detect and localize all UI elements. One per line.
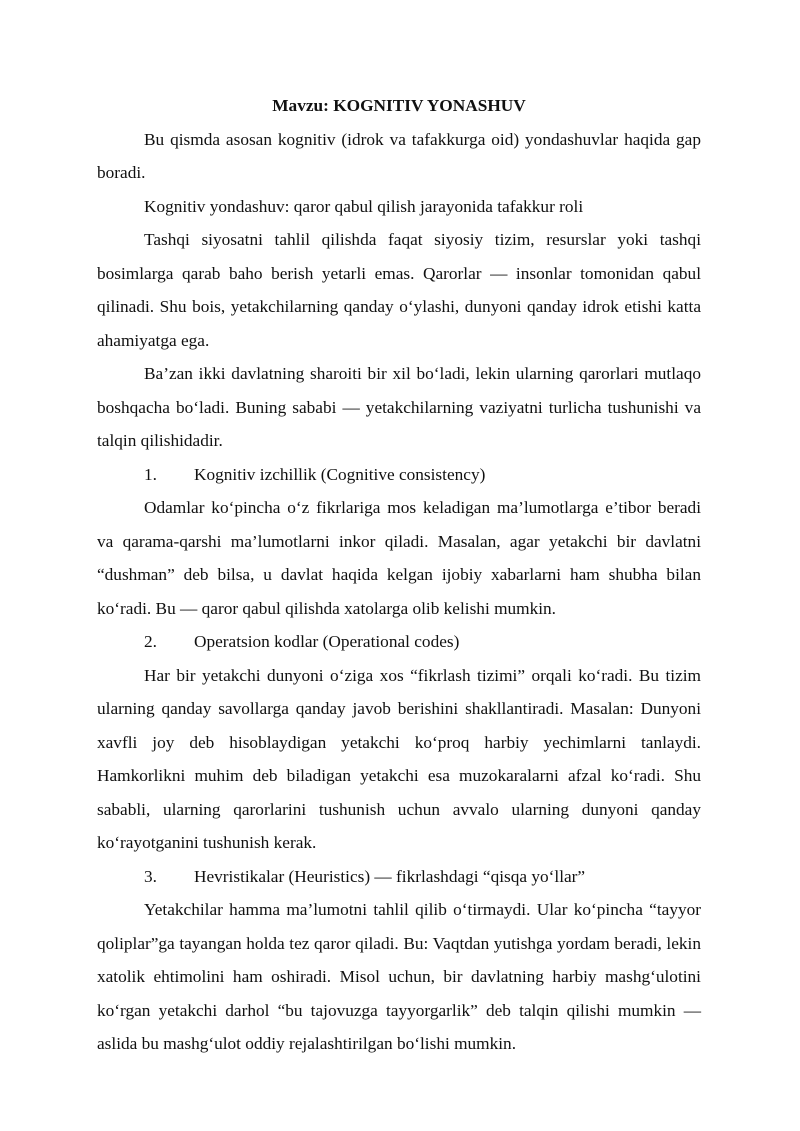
paragraph-1: Tashqi siyosatni tahlil qilishda faqat siyosiy tizim, resurslar yoki tashqi bosimlarga qarab baho berish yetarli emas. Qarorlar — insonlar tomonidan qabul qilinadi. Shu bois, yetakchilarning qanday oʻylashi, dunyoni qanday idrok etishi katta ahamiyatga ega.	[97, 230, 701, 350]
subtitle-paragraph: Kognitiv yondashuv: qaror qabul qilish jarayonida tafakkur roli	[144, 196, 584, 216]
list-item-2-number: 2.	[144, 632, 157, 651]
intro-paragraph: Bu qismda asosan kognitiv (idrok va tafakkurga oid) yondashuvlar haqida gap boradi.	[97, 129, 701, 182]
list-item-1-number: 1.	[144, 464, 157, 484]
list-item-1	[97, 458, 701, 492]
paragraph-4: Har bir yetakchi dunyoni oʻziga xos “fikrlash tizimi” orqali koʻradi. Bu tizim ularning qanday savollarga qanday javob berishini shakllantiradi. Masalan: Dunyoni xavfli joy deb hisoblaydigan yetakchi koʻproq harbiy yechimlarni tanlaydi. Hamkorlikni muhim deb biladigan yetakchi esa muzokaralarni afzal koʻradi. Shu sababli, ularning qarorlarini tushunish uchun avvalo ularning dunyoni qanday koʻrayotganini tushunish kerak.	[97, 665, 701, 852]
paragraph-3: Odamlar koʻpincha oʻz fikrlariga mos keladigan ma’lumotlarga e’tibor beradi va qarama-qarshi ma’lumotlarni inkor qiladi. Masalan, agar yetakchi bir davlatni “dushman” deb bilsa, u davlat haqida kelgan ijobiy xabarlarni ham shubha bilan koʻradi. Bu — qaror qabul qilishda xatolarga olib kelishi mumkin.	[97, 498, 701, 618]
paragraph-2: Ba’zan ikki davlatning sharoiti bir xil boʻladi, lekin ularning qarorlari mutlaqo boshqacha boʻladi. Buning sababi — yetakchilarning vaziyatni turlicha tushunishi va talqin qilishidadir.	[97, 364, 701, 450]
page-title: Mavzu: KOGNITIV YONASHUV	[272, 96, 526, 115]
list-item-2	[97, 625, 701, 659]
list-item-1-text: Kognitiv izchillik (Cognitive consistency)	[194, 464, 486, 484]
list-item-3	[97, 860, 701, 894]
list-item-2-text: Operatsion kodlar (Operational codes)	[194, 632, 460, 651]
document-body	[97, 89, 701, 1061]
list-item-3-number: 3.	[144, 866, 157, 886]
list-item-3-text: Hevristikalar (Heuristics) — fikrlashdagi “qisqa yoʻllar”	[194, 866, 586, 886]
paragraph-5: Yetakchilar hamma ma’lumotni tahlil qilib oʻtirmaydi. Ular koʻpincha “tayyor qoliplar”ga tayangan holda tez qaror qiladi. Bu: Vaqtdan yutishga yordam beradi, lekin xatolik ehtimolini ham oshiradi. Misol uchun, bir davlatning harbiy mashgʻulotini koʻrgan yetakchi darhol “bu tajovuzga tayyorgarlik” deb talqin qilishi mumkin — aslida bu mashgʻulot oddiy rejalashtirilgan boʻlishi mumkin.	[97, 900, 701, 1053]
